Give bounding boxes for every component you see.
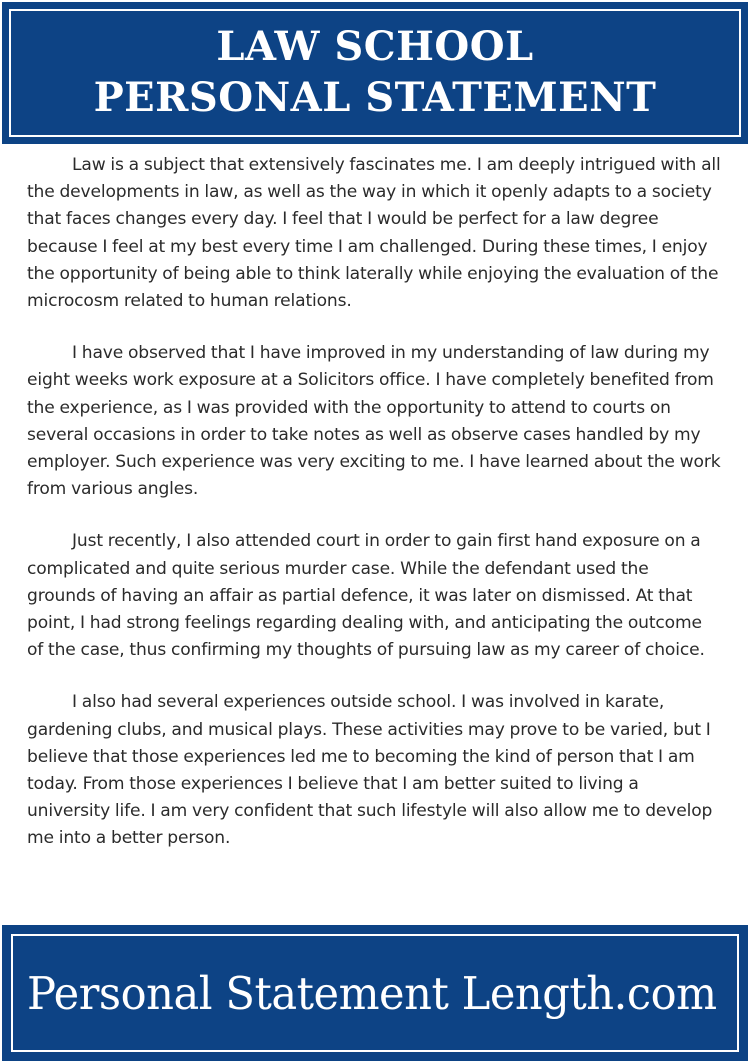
footer-banner [2, 925, 748, 1061]
document-title-line-1: LAW SCHOOL [216, 23, 534, 71]
document-title-line-2: PERSONAL STATEMENT [93, 74, 657, 121]
footer-banner-inner-border [11, 934, 739, 1052]
document-body [0, 152, 751, 912]
body-paragraph-2: I have observed that I have improved in my understanding of law during my eight weeks work exposure at a Solicitors office. I have completely benefited from the experience, as I was provided with the opportunity to attend to courts on several occasions in order to take notes as well as observe cases handled by my employer. Such experience was very exciting to me. I have learned about the work from various angles. [27, 343, 721, 500]
header-banner-inner-border [9, 9, 741, 137]
body-paragraph-3: Just recently, I also attended court in order to gain first hand exposure on a complicated and quite serious murder case. While the defendant used the grounds of having an affair as partial defence, it was later on dismissed. At that point, I had strong feelings regarding dealing with, and anticipating the outcome of the case, thus confirming my thoughts of pursuing law as my career of choice. [27, 531, 705, 661]
site-brand-label: Personal Statement Length.com [27, 966, 717, 1020]
body-paragraph-1: Law is a subject that extensively fascinates me. I am deeply intrigued with all the developments in law, as well as the way in which it openly adapts to a society that faces changes every day. I feel that I would be perfect for a law degree because I feel at my best every time I am challenged. During these times, I enjoy the opportunity of being able to think laterally while enjoying the evaluation of the microcosm related to human relations. [27, 155, 721, 312]
body-paragraph-4: I also had several experiences outside school. I was involved in karate, gardening clubs, and musical plays. These activities may prove to be varied, but I believe that those experiences led me to becoming the kind of person that I am today. From those experiences I believe that I am better suited to living a university life. I am very confident that such lifestyle will also allow me to develop me into a better person. [27, 692, 713, 849]
header-banner [2, 2, 748, 144]
